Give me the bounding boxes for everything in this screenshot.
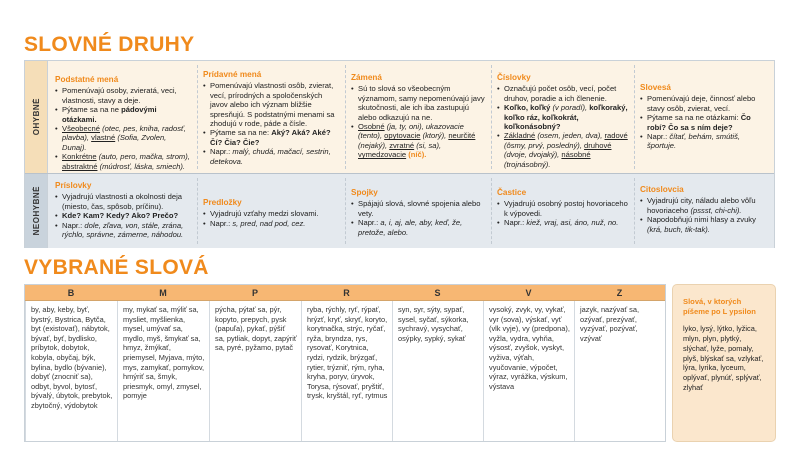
bullet: • Napr.: dole, zľava, von, stále, zrána, rýchlo, správne, zámerne, náhodou. bbox=[55, 221, 191, 240]
column-header-b: B bbox=[25, 285, 117, 300]
words-p: pýcha, pýtať sa, pýr, kopyto, prepych, pysk (papuľa), pykať, pýšiť sa, pytliak, dopyt, zapýriť sa, pyré, pyžamo, pytač bbox=[209, 301, 301, 441]
bullet: • Osobné (ja, ty, oni), ukazovacie (tento), opytovacie (ktorý), neurčité (nejaký), zvratné (si, sa), vymedzovacie (níč). bbox=[351, 122, 485, 160]
bullet: • Pomenúvajú deje, činnosť alebo stavy osôb, zvierat, vecí. bbox=[640, 94, 768, 113]
bullet: • Napodobňujú nimi hlasy a zvuky (krá, buch, tik-tak). bbox=[640, 215, 768, 234]
cell-castice bbox=[491, 188, 634, 228]
cell-slovesa bbox=[634, 83, 774, 151]
words-m: my, mykať sa, mýliť sa, mysliet, myšlienka, mysel, umývať sa, mydlo, myš, šmykať sa, hmyz, žmýkať, priemysel, Myjava, mýto, mys, zamykať, pomykov, hmýriť sa, šmyk, priesmyk, omyl, zmysel, pomyje bbox=[117, 301, 209, 441]
cell-title: Častice bbox=[497, 188, 527, 197]
heading-vybrane-slova: VYBRANÉ SLOVÁ bbox=[24, 256, 209, 279]
bullet: • Pýtame sa na ne pádovými otázkami. bbox=[55, 105, 191, 124]
cell-title: Podstatné mená bbox=[55, 75, 119, 84]
cell-prislovky bbox=[49, 181, 197, 239]
after-l-panel bbox=[672, 284, 776, 442]
bullet: • Označujú počet osôb, vecí, počet druhov, poradie a ich členenie. bbox=[497, 84, 628, 103]
row-label-neohybne: NEOHYBNÉ bbox=[25, 174, 48, 248]
cell-title: Spojky bbox=[351, 188, 378, 197]
column-header-z: Z bbox=[574, 285, 665, 300]
vybrane-slova-table bbox=[24, 284, 666, 442]
column-header-v: V bbox=[483, 285, 574, 300]
bullet: • Konkrétne (auto, pero, mačka, strom), abstraktné (múdrosť, láska, smiech). bbox=[55, 152, 191, 171]
bullet: • Napr.: kiež, vraj, asi, áno, nuž, no. bbox=[497, 218, 628, 227]
row-label-ohybne: OHYBNÉ bbox=[25, 61, 48, 173]
cell-title: Citoslovcia bbox=[640, 185, 684, 194]
words-b: by, aby, keby, byť, bystrý, Bystrica, Bytča, byt (existovať), nábytok, bývať, byť, bydlisko, príbytok, dobytok, kobyla, obyčaj, býk, bylina, bydlo (bývanie), dobyť (znocniť sa), odbyt, byvol, bytosť, bývalý, úbytok, prebytok, zbytočný, výdobytok bbox=[25, 301, 117, 441]
cell-podstatne-mena bbox=[49, 75, 197, 171]
bullet: • Pomenúvajú osoby, zvieratá, veci, vlastnosti, stavy a deje. bbox=[55, 86, 191, 105]
heading-slovne-druhy: SLOVNÉ DRUHY bbox=[24, 33, 195, 56]
column-header-s: S bbox=[392, 285, 483, 300]
bullet: • Spájajú slová, slovné spojenia alebo vety. bbox=[351, 199, 485, 218]
bullet: • Napr.: s, pred, nad pod, cez. bbox=[203, 219, 339, 228]
bullet: • Napr.: čítať, behám, smútiš, športuje. bbox=[640, 132, 768, 151]
panel-heading: Slová, v ktorých píšeme po L ypsilon bbox=[683, 297, 756, 316]
bullet: • Sú to slová so všeobecným významom, samy nepomenúvajú javy skutočnosti, ale ich iba zastupujú alebo odkazujú na ne. bbox=[351, 84, 485, 122]
parts-of-speech-table bbox=[24, 60, 775, 248]
column-header-m: M bbox=[117, 285, 209, 300]
cell-spojky bbox=[345, 188, 491, 237]
cell-predlozky bbox=[197, 198, 345, 228]
column-header-p: P bbox=[209, 285, 301, 300]
column-header-r: R bbox=[301, 285, 392, 300]
bullet: • Pýtame sa na ne otázkami: Čo robí? Čo sa s ním deje? bbox=[640, 113, 768, 132]
bullet: • Napr.: malý, chudá, mačací, sestrin, detekova. bbox=[203, 147, 339, 166]
bullet: • Kde? Kam? Kedy? Ako? Prečo? bbox=[55, 211, 191, 220]
cell-title: Slovesá bbox=[640, 83, 671, 92]
bullet: • Vyjadrujú osobný postoj hovoriaceho k výpovedi. bbox=[497, 199, 628, 218]
cell-citoslovcia bbox=[634, 185, 774, 234]
bullet: • Základné (osem, jeden, dva), radové (ôsmy, prvý, posledný), druhové (dvoje, dvojaký), násobné (trojnásobný). bbox=[497, 131, 628, 169]
cell-title: Prídavné mená bbox=[203, 70, 262, 79]
bullet: • Napr.: a, i, aj, ale, aby, keď, že, pretože, alebo. bbox=[351, 218, 485, 237]
words-z: jazyk, nazývať sa, ozývať, prezývať, vyzývať, pozývať, vzývať bbox=[574, 301, 665, 441]
bullet: • Všeobecné (otec, pes, kniha, radosť, plavba), vlastné (Sofia, Zvolen, Dunaj). bbox=[55, 124, 191, 152]
bullet: • Vyjadrujú vlastnosti a okolnosti deja (miesto, čas, spôsob, príčinu). bbox=[55, 192, 191, 211]
bullet: • Pomenúvajú vlastnosti osôb, zvierat, vecí, prírodných a spoločenských javov alebo ich význam bližšie spresňujú. S podstatnými menami sa zhodujú v rode, páde a čísle. bbox=[203, 81, 339, 128]
bullet: • Koľko, koľký (v poradí), koľkoraký, koľko ráz, koľkokrát, koľkonásobný? bbox=[497, 103, 628, 131]
cell-zamena bbox=[345, 73, 491, 160]
cell-cislovky bbox=[491, 73, 634, 169]
cell-title: Predložky bbox=[203, 198, 242, 207]
row-divider bbox=[25, 173, 774, 174]
panel-words: lyko, lysý, lýtko, lyžica, mlyn, plyn, plytký, slýchať, lyže, pomaly, plyš, blýskať sa, vzlykať, lýra, lyrika, lyceum, oplývať, plynúť, splývať, zlyhať bbox=[683, 324, 764, 392]
words-v: vysoký, zvyk, vy, vykať, vyr (sova), výskať, vyť (vlk vyje), vy (predpona), vyžla, vydra, vyhňa, výsosť, zvyšok, vyskyt, vyživa, výťah, vyučovanie, výpočet, výraz, vyrážka, výskum, výstava bbox=[483, 301, 574, 441]
bullet: • Vyjadrujú city, náladu alebo vôľu hovoriaceho (pssst, chi-chi). bbox=[640, 196, 768, 215]
words-r: ryba, rýchly, ryť, rýpať, hrýzť, kryť, skryť, koryto, korytnačka, strýc, ryčať, ryža, bryndza, rys, rysovať, Korytnica, rydzi, rydzik, brýzgať, rytier, trýzniť, rým, ryha, kryha, poryv, úryvok, Torysa, rýsovať, pryštiť, trysk, kryštál, ryť, rytmus bbox=[301, 301, 392, 441]
cell-title: Číslovky bbox=[497, 73, 531, 82]
cell-title: Príslovky bbox=[55, 181, 92, 190]
bullet: • Pýtame sa na ne: Aký? Aká? Aké? Čí? Čia? Čie? bbox=[203, 128, 339, 147]
cell-title: Zámená bbox=[351, 73, 382, 82]
bullet: • Vyjadrujú vzťahy medzi slovami. bbox=[203, 209, 339, 218]
words-s: syn, syr, sýty, sypať, sysel, syčať, sýkorka, sychravý, vysychať, osýpky, sypký, sykať bbox=[392, 301, 483, 441]
cell-pridavne-mena bbox=[197, 70, 345, 166]
